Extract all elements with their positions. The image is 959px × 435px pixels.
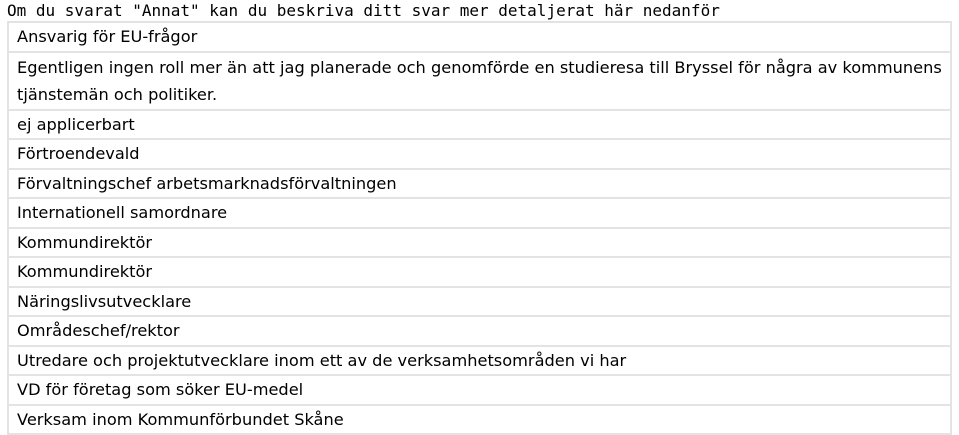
question-heading: Om du svarat "Annat" kan du beskriva ditt svar mer detaljerat här nedanför <box>7 0 720 22</box>
answer-row: Områdeschef/rektor <box>9 317 950 347</box>
answer-row: Ansvarig för EU-frågor <box>9 23 950 53</box>
answer-row: Förtroendevald <box>9 140 950 170</box>
answer-row: Kommundirektör <box>9 229 950 259</box>
answer-row: Utredare och projektutvecklare inom ett av de verksamhetsområden vi har <box>9 347 950 377</box>
answer-row: Internationell samordnare <box>9 199 950 229</box>
answer-row: Egentligen ingen roll mer än att jag planerade och genomförde en studieresa till Bryssel för några av kommunens tjänstemän och politiker. <box>9 53 950 111</box>
answer-row: Verksam inom Kommunförbundet Skåne <box>9 406 950 435</box>
answer-row: VD för företag som söker EU-medel <box>9 376 950 406</box>
answer-row: ej applicerbart <box>9 111 950 141</box>
answer-row: Näringslivsutvecklare <box>9 288 950 318</box>
answers-table <box>7 21 952 435</box>
answer-row: Förvaltningschef arbetsmarknadsförvaltningen <box>9 170 950 200</box>
answer-row: Kommundirektör <box>9 258 950 288</box>
